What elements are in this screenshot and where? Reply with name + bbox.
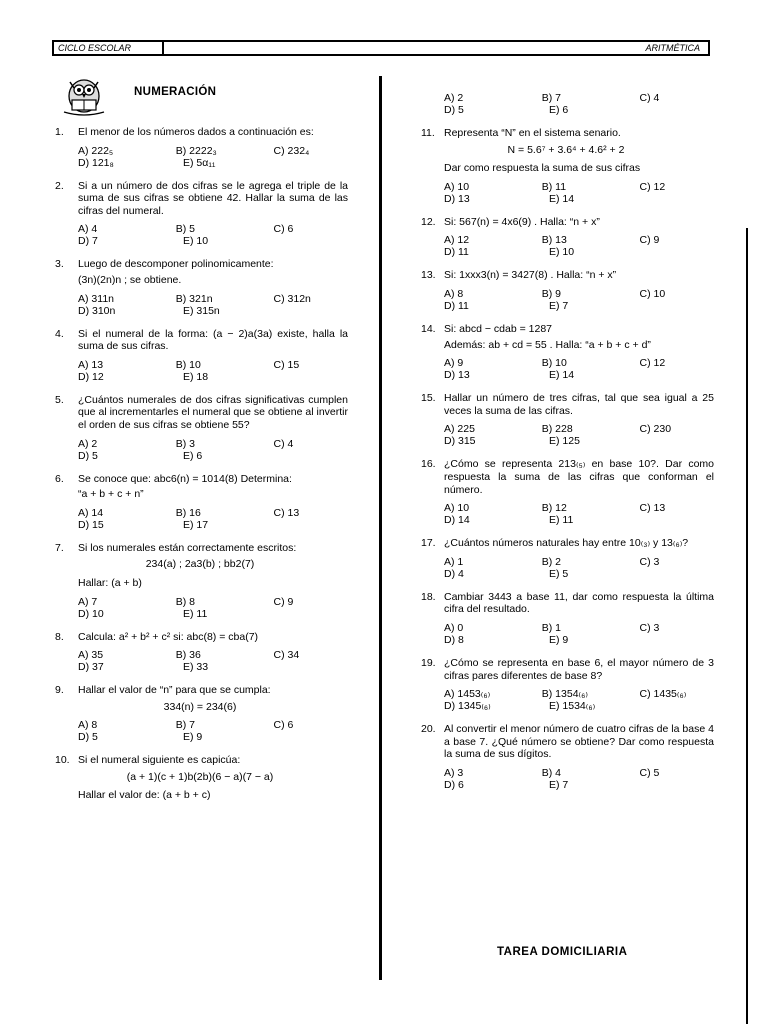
answer-option: E) 11 bbox=[549, 514, 574, 527]
question-item bbox=[52, 631, 348, 674]
answer-option: C) 15 bbox=[273, 358, 300, 371]
answer-option: B) 10 bbox=[541, 357, 567, 370]
answer-row bbox=[444, 634, 714, 646]
question-text: Si: abcd − cdab = 1287 bbox=[444, 322, 552, 335]
answer-option: B) 321n bbox=[175, 292, 213, 305]
question-text: Al convertir el menor número de cuatro cifras de la base 4 a base 7. ¿Qué número se obtiene? Dar como respuesta la suma de sus dígitos. bbox=[444, 723, 714, 761]
question-item bbox=[418, 216, 714, 259]
answer-row bbox=[444, 246, 714, 258]
answer-row bbox=[78, 608, 348, 620]
question-number: 19. bbox=[421, 656, 436, 669]
answer-row bbox=[444, 514, 714, 526]
question-item bbox=[418, 392, 714, 447]
answer-option: B) 5 bbox=[175, 223, 196, 236]
answer-option: E) 6 bbox=[183, 449, 203, 462]
answer-options bbox=[444, 92, 714, 116]
answer-options bbox=[78, 293, 348, 317]
question-expression: 234(a) ; 2a3(b) ; bb2(7) bbox=[145, 558, 255, 571]
answer-row bbox=[78, 438, 348, 450]
answer-row bbox=[444, 369, 714, 381]
answer-option: D) 13 bbox=[444, 369, 470, 382]
answer-row bbox=[444, 300, 714, 312]
answer-option: C) 232₄ bbox=[273, 144, 310, 157]
question-item bbox=[52, 394, 348, 462]
answer-options bbox=[78, 649, 348, 673]
answer-option: A) 8 bbox=[444, 287, 464, 300]
answer-option: D) 5 bbox=[444, 104, 464, 116]
question-item bbox=[418, 458, 714, 526]
answer-options bbox=[444, 288, 714, 312]
answer-row bbox=[78, 450, 348, 462]
answer-option: B) 2222₃ bbox=[175, 144, 217, 157]
answer-option: B) 11 bbox=[541, 180, 567, 193]
question-text: ¿Cómo se representa 213₍₅₎ en base 10?. Dar como respuesta la suma de las cifras que conforman el número. bbox=[444, 458, 714, 496]
question-text: ¿Cuántos números naturales hay entre 10₍₃₎ y 13₍₆₎? bbox=[444, 537, 689, 550]
answer-option: C) 230 bbox=[639, 423, 672, 436]
question-text: ¿Cuántos numerales de dos cifras significativas cumplen que al incrementarles el numeral que se obtiene al invertir el orden de sus cifras se obtiene 55? bbox=[78, 393, 348, 431]
answer-row bbox=[444, 423, 714, 435]
answer-row bbox=[444, 234, 714, 246]
page-title: NUMERACIÓN bbox=[134, 86, 217, 98]
answer-option: A) 225 bbox=[444, 423, 475, 436]
answer-row bbox=[444, 688, 714, 700]
answer-options bbox=[444, 688, 714, 712]
answer-options bbox=[78, 507, 348, 531]
question-item bbox=[418, 591, 714, 646]
answer-option: B) 228 bbox=[541, 423, 573, 436]
question-number: 7. bbox=[55, 541, 64, 554]
answer-row bbox=[444, 435, 714, 447]
question-subtext: Dar como respuesta la suma de sus cifras bbox=[444, 162, 641, 175]
answer-option: D) 1345₍₆₎ bbox=[444, 700, 491, 713]
question-item bbox=[52, 328, 348, 383]
answer-row bbox=[444, 104, 714, 116]
answer-option: D) 14 bbox=[444, 514, 470, 527]
owl-reading-icon bbox=[58, 72, 112, 118]
answer-options bbox=[444, 234, 714, 258]
answer-options bbox=[78, 596, 348, 620]
answer-row bbox=[78, 157, 348, 169]
question-expression: N = 5.6⁷ + 3.6⁴ + 4.6² + 2 bbox=[507, 143, 625, 156]
question-number: 14. bbox=[421, 322, 436, 335]
answer-option: B) 7 bbox=[541, 92, 562, 104]
answer-option: A) 14 bbox=[78, 506, 104, 519]
answer-option: B) 8 bbox=[175, 595, 196, 608]
answer-option: C) 5 bbox=[639, 766, 660, 779]
column-divider bbox=[379, 76, 382, 980]
answer-row bbox=[444, 622, 714, 634]
question-subtext: Hallar el valor de: (a + b + c) bbox=[78, 789, 211, 802]
answer-option: E) 7 bbox=[549, 778, 569, 791]
right-column bbox=[418, 86, 714, 802]
question-text: Cambiar 3443 a base 11, dar como respuesta la última cifra del resultado. bbox=[444, 590, 714, 616]
answer-option: C) 10 bbox=[639, 287, 666, 300]
answer-option: A) 10 bbox=[444, 180, 470, 193]
question-item bbox=[418, 127, 714, 205]
answer-option: E) 125 bbox=[549, 435, 580, 448]
answer-row bbox=[78, 596, 348, 608]
question-number: 17. bbox=[421, 537, 436, 550]
answer-option: D) 5 bbox=[78, 731, 98, 744]
answer-row bbox=[444, 357, 714, 369]
answer-option: A) 311n bbox=[78, 292, 114, 305]
answer-options bbox=[444, 423, 714, 447]
answer-option: E) 33 bbox=[183, 661, 209, 674]
question-item bbox=[418, 269, 714, 312]
answer-options bbox=[444, 622, 714, 646]
question-item bbox=[418, 723, 714, 791]
question-text: Si los numerales están correctamente escritos: bbox=[78, 541, 297, 554]
question-number: 20. bbox=[421, 723, 436, 736]
answer-option: C) 9 bbox=[639, 234, 660, 247]
question-text: ¿Cómo se representa en base 6, el mayor número de 3 cifras pares diferentes de base 8? bbox=[444, 656, 714, 682]
answer-row bbox=[78, 371, 348, 383]
answer-option: E) 14 bbox=[549, 192, 575, 205]
answer-row bbox=[78, 649, 348, 661]
answer-options bbox=[444, 357, 714, 381]
answer-row bbox=[78, 507, 348, 519]
answer-row bbox=[444, 568, 714, 580]
answer-options bbox=[78, 438, 348, 462]
answer-row bbox=[78, 235, 348, 247]
question-text: Si el numeral siguiente es capicúa: bbox=[78, 754, 241, 767]
answer-option: B) 4 bbox=[541, 766, 562, 779]
answer-option: A) 1 bbox=[444, 555, 464, 568]
answer-option: D) 13 bbox=[444, 192, 470, 205]
answer-options bbox=[444, 767, 714, 791]
answer-row bbox=[78, 731, 348, 743]
question-number: 12. bbox=[421, 215, 436, 228]
answer-row bbox=[444, 556, 714, 568]
question-number: 18. bbox=[421, 590, 436, 603]
question-number: 13. bbox=[421, 269, 436, 282]
title-row bbox=[52, 76, 348, 126]
question-number: 15. bbox=[421, 392, 436, 405]
question-item bbox=[52, 180, 348, 248]
answer-option: C) 3 bbox=[639, 621, 660, 634]
answer-option: D) 121₈ bbox=[78, 156, 114, 169]
answer-option: B) 1354₍₆₎ bbox=[541, 688, 588, 701]
answer-option: A) 1453₍₆₎ bbox=[444, 688, 491, 701]
answer-options bbox=[78, 719, 348, 743]
answer-row bbox=[444, 288, 714, 300]
answer-option: A) 10 bbox=[444, 502, 470, 515]
answer-option: A) 0 bbox=[444, 621, 464, 634]
question-number: 11. bbox=[421, 127, 435, 139]
question-item bbox=[52, 473, 348, 531]
answer-row bbox=[444, 193, 714, 205]
answer-option: E) 18 bbox=[183, 370, 209, 383]
homework-title: TAREA DOMICILIARIA bbox=[497, 946, 628, 958]
answer-option: E) 10 bbox=[183, 235, 209, 248]
answer-option: C) 3 bbox=[639, 555, 660, 568]
answer-option: C) 1435₍₆₎ bbox=[639, 688, 687, 701]
answer-options bbox=[78, 223, 348, 247]
question-number: 2. bbox=[55, 179, 64, 192]
answer-option: D) 6 bbox=[444, 778, 464, 791]
question-subtext: Además: ab + cd = 55 . Halla: “a + b + c + d” bbox=[444, 338, 651, 351]
answer-row bbox=[78, 519, 348, 531]
answer-option: C) 13 bbox=[273, 506, 300, 519]
question-number: 8. bbox=[55, 630, 64, 643]
answer-option: E) 5α₁₁ bbox=[183, 156, 216, 169]
answer-option: E) 17 bbox=[183, 518, 209, 531]
answer-option: A) 35 bbox=[78, 649, 104, 662]
answer-option: D) 10 bbox=[78, 607, 104, 620]
answer-option: B) 12 bbox=[541, 502, 567, 515]
answer-option: E) 14 bbox=[549, 369, 575, 382]
answer-option: D) 5 bbox=[78, 449, 98, 462]
answer-option: E) 9 bbox=[549, 633, 569, 646]
answer-option: A) 2 bbox=[78, 437, 98, 450]
answer-option: B) 1 bbox=[541, 621, 562, 634]
answer-option: C) 4 bbox=[273, 437, 294, 450]
right-question-list bbox=[418, 92, 714, 791]
answer-option: A) 12 bbox=[444, 234, 470, 247]
question-text: Se conoce que: abc6(n) = 1014(8) Determina: bbox=[78, 472, 292, 485]
question-text: Representa “N” en el sistema senario. bbox=[444, 127, 621, 139]
answer-option: E) 9 bbox=[183, 731, 203, 744]
left-column bbox=[52, 76, 348, 813]
question-number: 5. bbox=[55, 393, 64, 406]
answer-option: D) 37 bbox=[78, 661, 104, 674]
answer-option: D) 12 bbox=[78, 370, 104, 383]
question-expression: 334(n) = 234(6) bbox=[163, 700, 237, 713]
answer-row bbox=[444, 767, 714, 779]
question-text: Si a un número de dos cifras se le agrega el triple de la suma de sus cifras se obtiene 42. Hallar la suma de las cifras del numeral. bbox=[78, 179, 348, 217]
answer-option: C) 12 bbox=[639, 180, 666, 193]
question-subtext: (3n)(2n)n ; se obtiene. bbox=[78, 273, 182, 286]
answer-option: D) 8 bbox=[444, 633, 464, 646]
question-subtext: Hallar: (a + b) bbox=[78, 576, 142, 589]
page-header bbox=[52, 40, 710, 56]
question-number: 9. bbox=[55, 684, 64, 697]
answer-row bbox=[444, 779, 714, 791]
answer-row bbox=[444, 181, 714, 193]
question-number: 1. bbox=[55, 126, 64, 138]
answer-option: E) 315n bbox=[183, 304, 220, 317]
answer-option: E) 1534₍₆₎ bbox=[549, 700, 596, 713]
answer-row bbox=[78, 719, 348, 731]
answer-option: B) 10 bbox=[175, 358, 201, 371]
answer-option: C) 34 bbox=[273, 649, 300, 662]
answer-option: B) 7 bbox=[175, 719, 196, 732]
question-subtext: “a + b + c + n” bbox=[78, 488, 144, 501]
answer-option: D) 11 bbox=[444, 299, 469, 312]
answer-options bbox=[78, 145, 348, 169]
answer-option: D) 7 bbox=[78, 235, 98, 248]
question-item bbox=[418, 92, 714, 116]
question-text: Hallar un número de tres cifras, tal que sea igual a 25 veces la suma de las cifras. bbox=[444, 392, 714, 417]
question-item bbox=[52, 542, 348, 620]
answer-options bbox=[78, 359, 348, 383]
answer-option: C) 6 bbox=[273, 719, 294, 732]
answer-row bbox=[78, 223, 348, 235]
question-number: 4. bbox=[55, 327, 64, 340]
answer-option: D) 11 bbox=[444, 246, 469, 259]
answer-option: B) 36 bbox=[175, 649, 201, 662]
question-text: Calcula: a² + b² + c² si: abc(8) = cba(7) bbox=[78, 630, 259, 643]
question-number: 6. bbox=[55, 472, 64, 485]
question-item bbox=[418, 323, 714, 381]
answer-option: C) 4 bbox=[639, 92, 660, 104]
answer-row bbox=[444, 92, 714, 104]
answer-option: D) 310n bbox=[78, 304, 116, 317]
answer-option: B) 9 bbox=[541, 287, 562, 300]
header-subject: ARITMÉTICA bbox=[645, 43, 700, 53]
answer-option: E) 6 bbox=[549, 104, 569, 116]
answer-option: B) 3 bbox=[175, 437, 196, 450]
answer-option: A) 8 bbox=[78, 719, 98, 732]
answer-option: A) 2 bbox=[444, 92, 464, 104]
answer-option: E) 5 bbox=[549, 567, 569, 580]
question-number: 3. bbox=[55, 258, 64, 271]
left-question-list bbox=[52, 126, 348, 802]
question-text: Si: 1xxx3(n) = 3427(8) . Halla: “n + x” bbox=[444, 269, 617, 282]
question-item bbox=[52, 754, 348, 802]
answer-row bbox=[78, 305, 348, 317]
question-text: Si: 567(n) = 4x6(9) . Halla: “n + x” bbox=[444, 215, 600, 228]
question-text: Luego de descomponer polinomicamente: bbox=[78, 258, 274, 271]
question-item bbox=[418, 537, 714, 580]
answer-option: B) 13 bbox=[541, 234, 567, 247]
answer-option: C) 6 bbox=[273, 223, 294, 236]
answer-option: E) 10 bbox=[549, 246, 575, 259]
answer-row bbox=[78, 661, 348, 673]
answer-row bbox=[444, 700, 714, 712]
answer-options bbox=[444, 502, 714, 526]
header-course: CICLO ESCOLAR bbox=[54, 42, 164, 54]
question-item bbox=[52, 684, 348, 743]
answer-option: D) 315 bbox=[444, 435, 476, 448]
answer-option: B) 16 bbox=[175, 506, 201, 519]
answer-option: C) 12 bbox=[639, 357, 666, 370]
answer-option: A) 4 bbox=[78, 223, 98, 236]
answer-row bbox=[78, 293, 348, 305]
answer-options bbox=[444, 181, 714, 205]
answer-options bbox=[444, 556, 714, 580]
answer-option: B) 2 bbox=[541, 555, 562, 568]
question-item bbox=[52, 258, 348, 316]
answer-option: A) 7 bbox=[78, 595, 98, 608]
answer-option: D) 4 bbox=[444, 567, 464, 580]
answer-option: C) 9 bbox=[273, 595, 294, 608]
answer-option: C) 312n bbox=[273, 292, 311, 305]
answer-row bbox=[444, 502, 714, 514]
right-edge-line bbox=[746, 228, 748, 1024]
answer-row bbox=[78, 359, 348, 371]
answer-option: A) 13 bbox=[78, 358, 104, 371]
answer-option: E) 7 bbox=[549, 299, 569, 312]
answer-option: A) 3 bbox=[444, 766, 464, 779]
question-expression: (a + 1)(c + 1)b(2b)(6 − a)(7 − a) bbox=[126, 770, 274, 783]
question-item bbox=[52, 126, 348, 169]
question-item bbox=[418, 657, 714, 712]
answer-option: A) 222₅ bbox=[78, 144, 114, 157]
answer-option: A) 9 bbox=[444, 357, 464, 370]
question-text: Hallar el valor de “n” para que se cumpla: bbox=[78, 684, 271, 697]
question-number: 16. bbox=[421, 458, 436, 471]
question-number: 10. bbox=[55, 754, 70, 767]
question-text: El menor de los números dados a continuación es: bbox=[78, 126, 314, 138]
answer-option: C) 13 bbox=[639, 502, 666, 515]
answer-option: E) 11 bbox=[183, 607, 208, 620]
answer-row bbox=[78, 145, 348, 157]
question-text: Si el numeral de la forma: (a − 2)a(3a) existe, halla la suma de sus cifras. bbox=[78, 327, 348, 353]
answer-option: D) 15 bbox=[78, 518, 104, 531]
